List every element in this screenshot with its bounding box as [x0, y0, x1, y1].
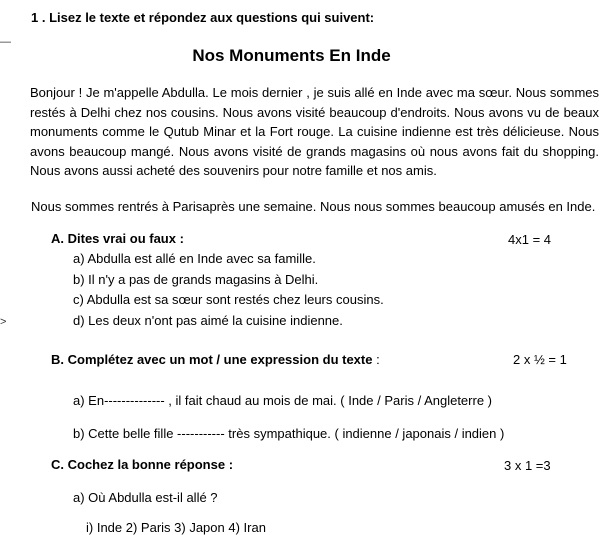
text-paragraph-2: Nous sommes rentrés à Parisaprès une semaine. Nous nous sommes beaucoup amusés en Inde. [31, 199, 596, 214]
section-b-item: b) Cette belle fille ----------- très sympathique. ( indienne / japonais / indien ) [73, 426, 505, 441]
question-1-instruction: 1 . Lisez le texte et répondez aux questions qui suivent: [31, 10, 375, 25]
section-c-options: i) Inde 2) Paris 3) Japon 4) Iran [86, 520, 266, 535]
section-b-heading: B. Complétez avec un mot / une expression du texte [51, 352, 373, 367]
section-a-item: a) Abdulla est allé en Inde avec sa famille. [73, 251, 316, 266]
section-a-item: c) Abdulla est sa sœur sont restés chez leurs cousins. [73, 292, 384, 307]
section-b-score: 2 x ½ = 1 [513, 352, 567, 367]
margin-mark-bottom: > [0, 316, 7, 328]
section-c-question: a) Où Abdulla est-il allé ? [73, 490, 218, 505]
section-a-item: b) Il n'y a pas de grands magasins à Delhi. [73, 272, 319, 287]
section-a-score: 4x1 = 4 [508, 232, 552, 247]
text-paragraph-1: Bonjour ! Je m'appelle Abdulla. Le mois dernier , je suis allé en Inde avec ma sœur. Nous sommes restés à Delhi chez nos cousins. Nous avons visité beaucoup d'endroits. Nous avons vu de beaux monuments comme le Qutub Minar et la Fort rouge. La cuisine indienne est très délicieuse. Nous avons beaucoup mangé. Nous avons visité de grands magasins où nous avons fait du shopping. Nous avons aussi acheté des souvenirs pour notre famille et nos amis. [30, 85, 599, 179]
section-c-score: 3 x 1 =3 [504, 458, 551, 473]
margin-mark-top: — [0, 36, 11, 48]
section-b-item: a) En-------------- , il fait chaud au mois de mai. ( Inde / Paris / Angleterre ) [73, 393, 492, 408]
section-c-heading: C. Cochez la bonne réponse : [51, 457, 234, 472]
section-a-item: d) Les deux n'ont pas aimé la cuisine indienne. [73, 313, 343, 328]
section-a-heading: A. Dites vrai ou faux : [51, 231, 184, 246]
page-title: Nos Monuments En Inde [192, 46, 391, 65]
section-b-heading-row [51, 352, 380, 367]
section-b-heading-suffix: : [372, 352, 380, 367]
